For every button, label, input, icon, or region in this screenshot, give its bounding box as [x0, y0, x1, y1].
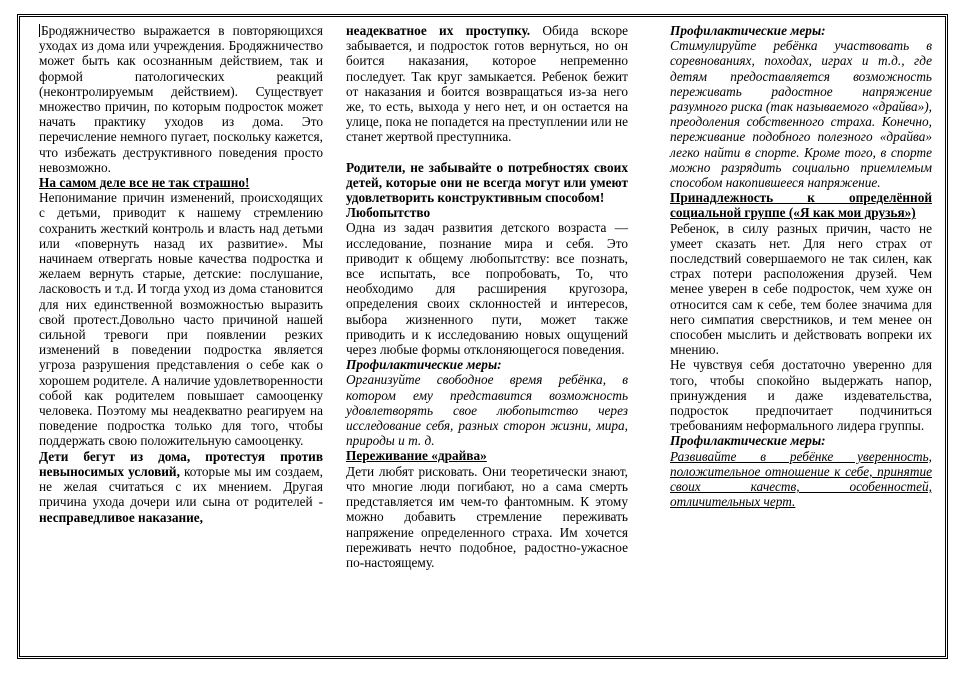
column-1	[39, 23, 323, 525]
heading-social-group: Принадлежность к определённой социальной группе («Я как мои друзья»)	[670, 190, 932, 221]
heading-prevention-3: Профилактические меры:	[670, 433, 826, 449]
paragraph-children-run: Дети бегут из дома, протестуя против невыносимых условий, которые мы им создаем, не желая считаться с их мнением. Другая причина ухода дочери или сына от родителей - несправедливое наказание,	[39, 448, 324, 525]
paragraph-not-confident: Не чувствуя себя достаточно уверенно для того, чтобы спокойно выдержать напор, принуждения и даже издевательства, подросток предпочитает подчиниться требованиям неформального лидера группы.	[670, 357, 932, 434]
paragraph-prevention-2: Стимулируйте ребёнка участвовать в соревнованиях, походах, играх и т.д., где детям предоставляется возможность переживать радостное напряжение разумного риска (так называемого «драйва»), преодоления собственного страха. Конечно, переживание подобного полезного «драйва» легко найти в спорте. Кроме того, в спорте можно разрядить социально приемлемым способом накопившееся напряжение.	[670, 38, 932, 191]
column-2	[346, 23, 628, 570]
paragraph-prevention-1: Организуйте свободное время ребёнка, в котором ему представится возможность удовлетворять свое любопытство через исследование себя, разных сторон жизни, мира, природы и т. д.	[346, 372, 628, 449]
text-cursor	[39, 24, 40, 37]
paragraph-intro: Бродяжничество выражается в повторяющихся уходах из дома или учреждения. Бродяжничество может быть как осознанным действием, так и формой патологических реакций (неконтролируемым действием). Существует множество причин, по которым подросток может начать практику уходов из дома. Это перечисление немного пугает, поскольку кажется, что избежать деструктивного поведения просто невозможно.	[39, 23, 323, 175]
heading-prevention-2: Профилактические меры:	[670, 23, 826, 38]
paragraph-drive: Дети любят рисковать. Они теоретически знают, что многие люди погибают, но а сама смерть представляется им чем-то фантомным. К этому можно добавить стремление переживать напряжение определенного страха. Им хочется переживать нечто подобное, радостно-ужасное по-настоящему.	[346, 463, 628, 570]
paragraph-curiosity: Одна из задач развития детского возраста — исследование, познание мира и себя. Это приводит к общему любопытству: все познать, все испытать, все попробовать, То, что необходимо для расширения кругозора, определения своих склонностей и интересов, выбора жизненного пути, может также приводить и к исследованию новых ощущений через любые формы отклоняющегося поведения.	[346, 220, 628, 358]
heading-drive: Переживание «драйва»	[346, 448, 487, 464]
heading-prevention-1: Профилактические меры:	[346, 357, 502, 373]
paragraph-punishment: неадекватное их проступку. Обида вскоре забывается, и подросток готов вернуться, но он боится наказания, которое непременно последует. Так круг замыкается. Ребенок бежит от наказания и боится возвращаться из-за него же, то есть, выхода у него нет, и он остается на улице, пока не попадется на преступлении или не станет жертвой преступника.	[346, 23, 628, 145]
brochure-page	[17, 14, 948, 659]
paragraph-prevention-3: Развивайте в ребёнке уверенность, положительное отношение к себе, принятие своих качеств, особенностей, отличительных черт.	[670, 448, 932, 510]
paragraph-misunderstanding: Непонимание причин изменений, происходящих с детьми, приводит к нашему стремлению сохранить жесткий контроль и власть над детьми или «повернуть назад их развитие». Мы начинаем отвергать новые качества подростка и желаем вернуть старые, детские: послушание, ласковость и т.д. И тогда уход из дома становится для них единственной возможностью выразить свой протест.Довольно часто причиной нашей сильной тревоги при появлении резких изменений в поведении подростка является угроза разрушения представления о себе как о хорошем родителе. А наличие удовлетворенности собой как родителем повышает самооценку человека. Поэтому мы неадекватно реагируем на поведение подростка только для того, чтобы поддержать свою положительную самооценку.	[39, 190, 323, 449]
column-3	[670, 23, 932, 510]
heading-parents-needs: Родители, не забывайте о потребностях своих детей, которые они не всегда могут или умеют удовлетворить конструктивным способом!	[346, 159, 628, 206]
heading-curiosity: Любопытство	[346, 205, 431, 221]
heading-not-scary: На самом деле все не так страшно!	[39, 175, 250, 191]
heading-children-run: Дети бегут из дома, протестуя против невыносимых условий,	[39, 448, 323, 479]
paragraph-social-group: Ребенок, в силу разных причин, часто не умеет сказать нет. Для него страх от последствий совершаемого не так силен, как страх потери расположения друзей. Чем менее уверен в себе подросток, чем хуже он относится сам к себе, тем более значима для него симпатия сверстников, и тем менее он способен мыслить и действовать вопреки их мнению.	[670, 220, 932, 358]
